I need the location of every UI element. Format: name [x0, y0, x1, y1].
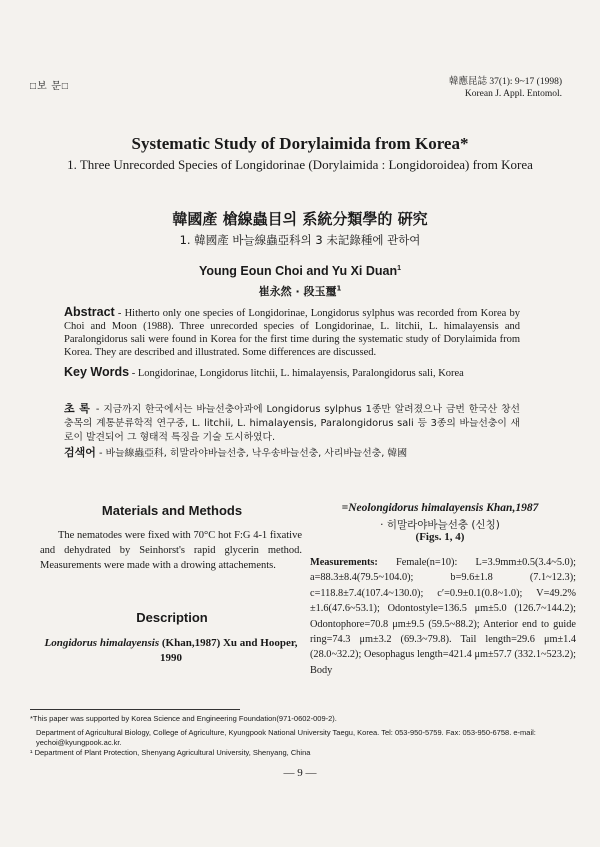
korean-title: 韓國產 槍線蟲目의 系統分類學的 硏究 [172, 210, 428, 228]
keywords [64, 366, 520, 380]
article-type-label: □보 문□ [30, 81, 69, 92]
abstract-text: - Hitherto only one species of Longidorinae, Longidorus sylphus was recorded from Korea by Choi and Moon (1988). Three unrecorded species of Longidorinae, L. litchii, L. himalayensis and Paralongidorus sali were found in Korea for the first time during the systematic study of Dorylaimida from Korea. They are described and illustrated. Some differences are discussed. [64, 308, 520, 358]
korean-keywords-label: 검색어 [64, 446, 96, 459]
korean-subtitle: 1. 韓國產 바늘線蟲亞科의 3 未記錄種에 관하여 [179, 233, 421, 247]
species-name: Longidorus himalayensis [44, 637, 160, 649]
korean-abstract-text: - 지금까지 한국에서는 바늘선충아과에 Longidorus sylphus 1종만 알려졌으나 금번 한국산 창선충목의 계통분류학적 연구중, L. litchii, L. himalayensis, Paralongidorus sali 등 3종의 바늘선충이 새로이 발견되어 그 형태적 특징을 기술 도시하였다. [64, 404, 521, 443]
korean-abstract [64, 402, 520, 445]
korean-author-names: 崔永然 · 段玉璽 [258, 285, 337, 298]
authors [0, 264, 600, 278]
paper-title: Systematic Study of Dorylaimida from Korea* [131, 134, 469, 153]
author-affiliation-mark: 1 [397, 264, 402, 272]
materials-heading: Materials and Methods [101, 503, 243, 518]
description-heading: Description [136, 610, 208, 625]
measurements-text: Female(n=10): L=3.9mm±0.5(3.4~5.0); a=88.3±8.4(79.5~104.0); b=9.6±1.8 (7.1~12.3); c=118.8±7.4(107.4~130.0); c′=0.9±0.1(0.8~1.0); V=49.2%±1.6(47.6~53.1); Odontostyle=136.5 μm±5.0 (126.7~144.2); Odontophore=70.8 μm±9.5 (59.5~88.2); Anterior end to guide ring=74.3 μm±3.2 (69.3~79.8). Tail length=29.6 μm±1.4 (28.0~32.2); Oesophagus length=421.4 μm±57.7 (332.1~523.2); Body [310, 557, 576, 676]
journal-citation-korean: 韓應昆誌 37(1): 9~17 (1998) [448, 77, 562, 87]
page-number: — 9 — [283, 767, 317, 779]
species-authority: (Khan,1987) Xu and Hooper, 1990 [159, 637, 298, 664]
figure-reference: (Figs. 1, 4) [415, 531, 465, 543]
materials-text: The nematodes were fixed with 70°C hot F:G 4-1 fixative and dehydrated by Seinhorst's rapid glycerin method. Measurements were made with a drowing attachements. [40, 530, 302, 572]
species-heading [40, 636, 302, 666]
keywords-text: - Longidorinae, Longidorus litchii, L. himalayensis, Paralongidorus sali, Korea [129, 368, 464, 379]
paper-subtitle: 1. Three Unrecorded Species of Longidorinae (Dorylaimida : Longidoroidea) from Korea [67, 157, 533, 172]
korean-authors [0, 283, 600, 299]
abstract [64, 306, 520, 359]
footnote-funding: *This paper was supported by Korea Science and Engineering Foundation(971-0602-009-2). [30, 714, 337, 723]
footnote-affiliation: Department of Agricultural Biology, College of Agriculture, Kyungpook National University Taegu, Korea. Tel: 053-950-5759. Fax: 053-950-6758. e-mail: yechoi@kyungpook.ac.kr. [36, 728, 536, 747]
journal-name: Korean J. Appl. Entomol. [464, 89, 562, 99]
korean-author-affiliation-mark: 1 [336, 284, 342, 293]
measurements [310, 555, 576, 678]
korean-keywords-text: - 바늘線蟲亞科, 히말라야바늘선충, 낙우송바늘선충, 사리바늘선충, 韓國 [95, 448, 408, 459]
author-names: Young Eoun Choi and Yu Xi Duan [198, 264, 398, 278]
korean-common-name: · 히말라야바늘선충 (신칭) [380, 519, 500, 531]
footnote-affiliation-2: ¹ Department of Plant Protection, Shenyang Agricultural University, Shenyang, China [30, 748, 311, 757]
abstract-label: Abstract [64, 305, 115, 319]
korean-abstract-label: 초 록 [64, 402, 90, 415]
footnote-divider [30, 709, 240, 710]
keywords-label: Key Words [64, 365, 130, 379]
synonym-heading: =Neolongidorus himalayensis Khan,1987 [341, 502, 539, 514]
measurements-label: Measurements: [310, 557, 378, 568]
journal-citation [449, 76, 562, 100]
korean-keywords [64, 444, 520, 460]
